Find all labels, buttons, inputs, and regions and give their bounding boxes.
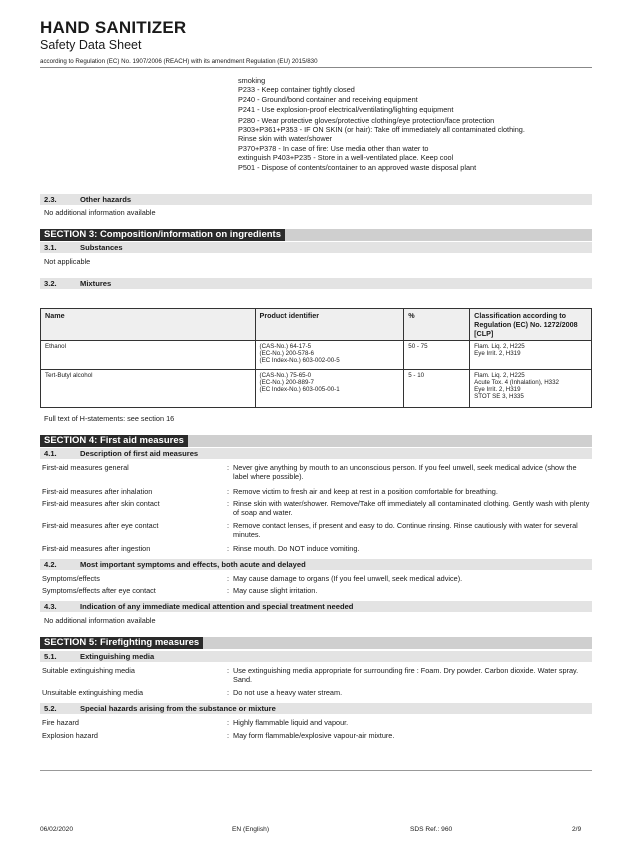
colon-separator: : (227, 521, 230, 530)
classification (470, 370, 592, 408)
precaution-line: P241 - Use explosion-proof electrical/ventilating/lighting equipment (238, 105, 454, 114)
subsection-4-2-header (40, 559, 592, 570)
full-text-reference: Full text of H-statements: see section 16 (44, 414, 175, 423)
product-identifier (255, 370, 404, 408)
precaution-line: P240 - Ground/bond container and receiving equipment (238, 95, 418, 104)
subsection-number: 5.1. (44, 652, 57, 661)
symptoms-value: May cause damage to organs (If you feel unwell, seek medical advice). (233, 574, 463, 583)
ec-index-number: (EC Index-No.) 603-002-00-5 (259, 357, 340, 364)
cas-number: (CAS-No.) 75-65-0 (259, 372, 312, 379)
subsection-4-1-header (40, 448, 592, 459)
percent-range: 5 - 10 (404, 370, 470, 408)
section-4-header (40, 435, 592, 447)
hazard-label: Explosion hazard (42, 731, 98, 740)
colon-separator: : (227, 499, 230, 508)
first-aid-label: First-aid measures after skin contact (42, 499, 160, 508)
colon-separator: : (227, 688, 230, 697)
classification (470, 341, 592, 370)
ingredient-name: Tert-Butyl alcohol (41, 370, 256, 408)
extinguishing-label: Suitable extinguishing media (42, 666, 135, 675)
ec-number: (EC-No.) 200-889-7 (259, 379, 314, 386)
colon-separator: : (227, 574, 230, 583)
subsection-number: 4.1. (44, 449, 57, 458)
colon-separator: : (227, 731, 230, 740)
column-header-classification: Classification according to Regulation (EC) No. 1272/2008 [CLP] (470, 309, 592, 341)
footer-page-number: 2/9 (572, 826, 582, 833)
symptoms-label: Symptoms/effects (42, 574, 100, 583)
first-aid-label: First-aid measures after ingestion (42, 544, 151, 553)
section-3-header (40, 229, 592, 241)
hazard-class: Acute Tox. 4 (Inhalation), H332 (474, 379, 559, 386)
subsection-number: 3.2. (44, 279, 57, 288)
colon-separator: : (227, 544, 230, 553)
ingredient-name: Ethanol (41, 341, 256, 370)
section-5-header (40, 637, 592, 649)
footer-language: EN (English) (232, 826, 270, 833)
hazard-label: Fire hazard (42, 718, 79, 727)
subsection-number: 5.2. (44, 704, 57, 713)
precaution-line: extinguish P403+P235 - Store in a well-ventilated place. Keep cool (238, 153, 454, 162)
first-aid-label: First-aid measures after inhalation (42, 487, 153, 496)
medical-attention-text: No additional information available (44, 616, 156, 625)
column-header-name: Name (41, 309, 256, 341)
subsection-5-2-header (40, 703, 592, 714)
ec-number: (EC-No.) 200-578-6 (259, 350, 314, 357)
section-3-title: SECTION 3: Composition/information on ingredients (40, 229, 285, 241)
subsection-title: Indication of any immediate medical attention and special treatment needed (80, 602, 354, 611)
ec-index-number: (EC Index-No.) 603-005-00-1 (259, 386, 340, 393)
precaution-line: P370+P378 - In case of fire: Use media other than water to (238, 144, 429, 153)
precaution-line: P233 - Keep container tightly closed (238, 85, 355, 94)
colon-separator: : (227, 718, 230, 727)
subsection-title: Other hazards (80, 195, 132, 204)
hazard-class: STOT SE 3, H335 (474, 393, 524, 400)
first-aid-value: Rinse mouth. Do NOT induce vomiting. (233, 544, 360, 553)
precaution-line: P280 - Wear protective gloves/protective clothing/eye protection/face protection (238, 116, 495, 125)
hazard-value: May form flammable/explosive vapour-air mixture. (233, 731, 395, 740)
substances-text: Not applicable (44, 257, 91, 266)
footer-date: 06/02/2020 (40, 826, 74, 833)
first-aid-label: First-aid measures general (42, 463, 129, 472)
colon-separator: : (227, 586, 230, 595)
subsection-number: 2.3. (44, 195, 57, 204)
symptoms-label: Symptoms/effects after eye contact (42, 586, 156, 595)
section-4-title: SECTION 4: First aid measures (40, 435, 188, 447)
footer-sds-ref: SDS Ref.: 960 (410, 826, 453, 833)
regulation-line: according to Regulation (EC) No. 1907/2006 (REACH) with its amendment Regulation (EU) 2015/830 (40, 58, 318, 65)
column-header-percent: % (404, 309, 470, 341)
hazard-class: Eye Irrit. 2, H319 (474, 350, 521, 357)
extinguishing-value: Use extinguishing media appropriate for surrounding fire : Foam. Dry powder. Carbon dioxide. Water spray. Sand. (233, 666, 579, 684)
colon-separator: : (227, 487, 230, 496)
subsection-number: 4.2. (44, 560, 57, 569)
table-header-row (41, 309, 592, 341)
header-divider (40, 67, 592, 68)
hazard-class: Flam. Liq. 2, H225 (474, 343, 525, 350)
subsection-5-1-header (40, 651, 592, 662)
subsection-3-1-header (40, 242, 592, 253)
table-row (41, 341, 592, 370)
precaution-line: P501 - Dispose of contents/container to an approved waste disposal plant (238, 163, 477, 172)
subsection-3-2-header (40, 278, 592, 289)
subsection-2-3-header (40, 194, 592, 205)
extinguishing-label: Unsuitable extinguishing media (42, 688, 144, 697)
subsection-title: Extinguishing media (80, 652, 155, 661)
mixtures-table (40, 308, 592, 408)
first-aid-value: Remove contact lenses, if present and easy to do. Continue rinsing. Rinse cautiously with water for several minutes. (233, 521, 578, 539)
percent-range: 50 - 75 (404, 341, 470, 370)
first-aid-value: Never give anything by mouth to an unconscious person. If you feel unwell, seek medical advice (show the label where possible). (233, 463, 577, 481)
table-row (41, 370, 592, 408)
cas-number: (CAS-No.) 64-17-5 (259, 343, 312, 350)
first-aid-value: Remove victim to fresh air and keep at rest in a position comfortable for breathing. (233, 487, 498, 496)
product-identifier (255, 341, 404, 370)
footer-divider (40, 770, 592, 771)
section-5-title: SECTION 5: Firefighting measures (40, 637, 203, 649)
precaution-line: P303+P361+P353 - IF ON SKIN (or hair): Take off immediately all contaminated clothing. (238, 125, 525, 134)
subsection-title: Mixtures (80, 279, 112, 288)
subsection-4-3-header (40, 601, 592, 612)
colon-separator: : (227, 666, 230, 675)
symptoms-value: May cause slight irritation. (233, 586, 318, 595)
hazard-value: Highly flammable liquid and vapour. (233, 718, 349, 727)
subsection-title: Substances (80, 243, 123, 252)
first-aid-value: Rinse skin with water/shower. Remove/Take off immediately all contaminated clothing. Gently wash with plenty of soap and water. (233, 499, 590, 517)
subsection-title: Description of first aid measures (80, 449, 199, 458)
subsection-number: 3.1. (44, 243, 57, 252)
precaution-line: Rinse skin with water/shower (238, 134, 333, 143)
first-aid-label: First-aid measures after eye contact (42, 521, 159, 530)
document-title: HAND SANITIZER (40, 18, 187, 37)
precaution-line: smoking (238, 76, 266, 85)
subsection-number: 4.3. (44, 602, 57, 611)
colon-separator: : (227, 463, 230, 472)
hazard-class: Flam. Liq. 2, H225 (474, 372, 525, 379)
hazard-class: Eye Irrit. 2, H319 (474, 386, 521, 393)
document-subtitle: Safety Data Sheet (40, 38, 142, 52)
column-header-identifier: Product identifier (255, 309, 404, 341)
extinguishing-value: Do not use a heavy water stream. (233, 688, 343, 697)
subsection-title: Special hazards arising from the substance or mixture (80, 704, 276, 713)
other-hazards-text: No additional information available (44, 208, 156, 217)
subsection-title: Most important symptoms and effects, both acute and delayed (80, 560, 306, 569)
